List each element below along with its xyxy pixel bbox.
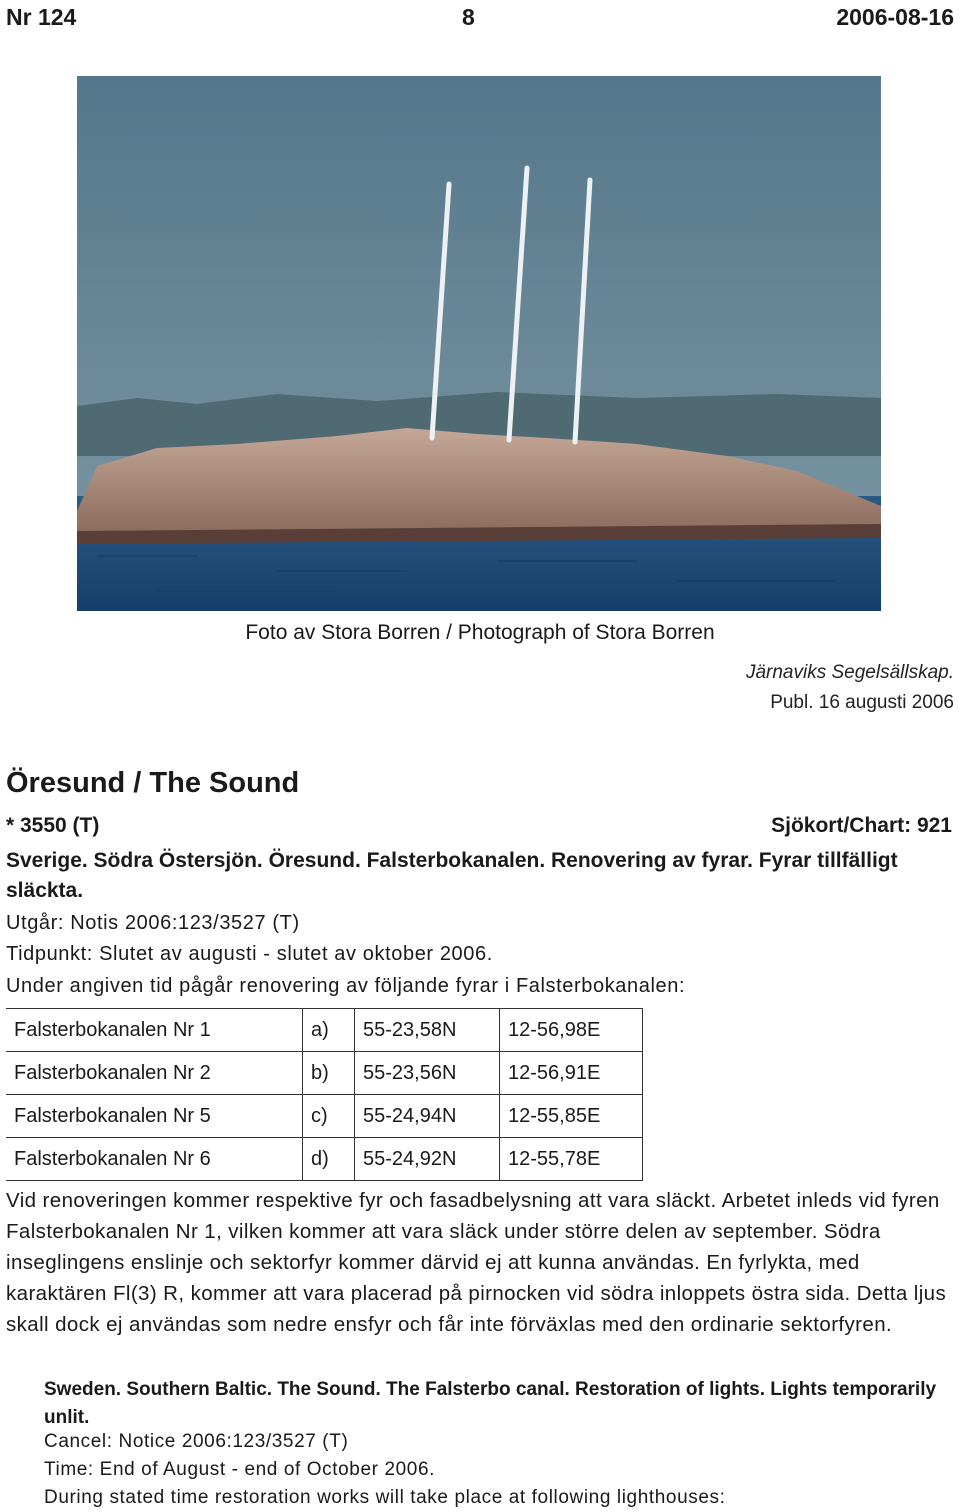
light-name: Falsterbokanalen Nr 1 <box>6 1009 303 1052</box>
table-row <box>6 1052 643 1095</box>
light-longitude: 12-56,98E <box>500 1009 643 1052</box>
notice-heading-sv: Sverige. Södra Östersjön. Öresund. Falsterbokanalen. Renovering av fyrar. Fyrar tillfälligt släckta. <box>6 849 898 902</box>
notice-body-sv: Vid renoveringen kommer respektive fyr och fasadbelysning att vara släckt. Arbetet inleds vid fyren Falsterbokanalen Nr 1, vilken kommer att vara släck under större delen av september. Södra inseglingens enslinje och sektorfyr kommer därvid ej att kunna användas. En fyrlykta, med karaktären Fl(3) R, kommer att vara placerad på pirnocken vid södra inloppets östra sida. Detta ljus skall dock ej användas som nedre ensfyr och får inte förväxlas med den ordinarie sektorfyren. <box>6 1189 947 1336</box>
chart-number: Sjökort/Chart: 921 <box>771 814 952 837</box>
photo-credit-date: Publ. 16 augusti 2006 <box>770 692 954 713</box>
light-name: Falsterbokanalen Nr 5 <box>6 1095 303 1138</box>
light-ref: b) <box>303 1052 355 1095</box>
section-title: Öresund / The Sound <box>6 767 300 799</box>
issue-number: Nr 124 <box>6 4 77 30</box>
light-name: Falsterbokanalen Nr 6 <box>6 1138 303 1181</box>
page-number: 8 <box>462 4 475 30</box>
during-en: During stated time restoration works will take place at following lighthouses: <box>44 1487 726 1508</box>
cancel-notice-en: Cancel: Notice 2006:123/3527 (T) <box>44 1431 349 1452</box>
light-latitude: 55-23,58N <box>355 1009 500 1052</box>
light-ref: c) <box>303 1095 355 1138</box>
light-latitude: 55-24,92N <box>355 1138 500 1181</box>
light-longitude: 12-55,78E <box>500 1138 643 1181</box>
intro-sv: Under angiven tid pågår renovering av följande fyrar i Falsterbokanalen: <box>6 975 686 997</box>
table-row <box>6 1009 643 1052</box>
cancel-notice-sv: Utgår: Notis 2006:123/3527 (T) <box>6 912 300 934</box>
photo-caption: Foto av Stora Borren / Photograph of Stora Borren <box>245 621 715 644</box>
light-name: Falsterbokanalen Nr 2 <box>6 1052 303 1095</box>
page-header <box>0 0 960 40</box>
photo-credit-org: Järnaviks Segelsällskap. <box>745 662 954 683</box>
issue-date: 2006-08-16 <box>836 4 954 30</box>
table-row <box>6 1138 643 1181</box>
light-ref: a) <box>303 1009 355 1052</box>
light-longitude: 12-56,91E <box>500 1052 643 1095</box>
photo-illustration <box>77 76 881 611</box>
light-latitude: 55-23,56N <box>355 1052 500 1095</box>
notice-number: * 3550 (T) <box>6 814 100 837</box>
light-latitude: 55-24,94N <box>355 1095 500 1138</box>
notice-number-line <box>6 814 952 838</box>
light-ref: d) <box>303 1138 355 1181</box>
time-period-en: Time: End of August - end of October 2006. <box>44 1459 435 1480</box>
light-longitude: 12-55,85E <box>500 1095 643 1138</box>
table-row <box>6 1095 643 1138</box>
notice-heading-en: Sweden. Southern Baltic. The Sound. The Falsterbo canal. Restoration of lights. Lights temporarily unlit. <box>44 1379 937 1428</box>
lights-table <box>6 1008 643 1181</box>
stora-borren-photo <box>77 76 881 611</box>
time-period-sv: Tidpunkt: Slutet av augusti - slutet av oktober 2006. <box>6 943 493 965</box>
